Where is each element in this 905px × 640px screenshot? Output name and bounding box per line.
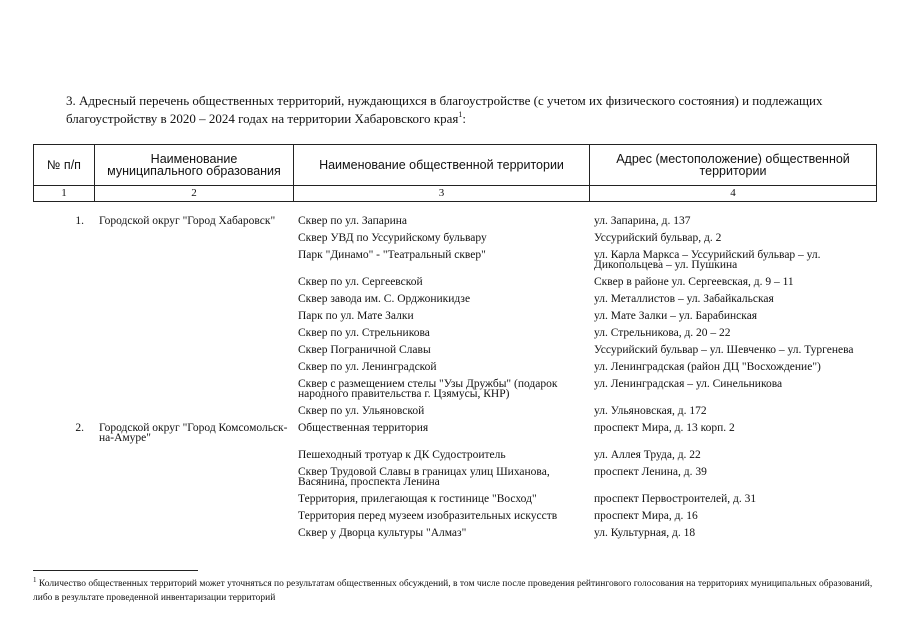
address-cell: ул. Ленинградская (район ДЦ "Восхождение") [594,361,821,373]
address-cell: ул. Карла Маркса – Уссурийский бульвар – ул. Дикопольцева – ул. Пушкина [594,249,821,271]
table-row [33,231,876,248]
row-number [33,448,94,465]
header-municipality: Наименование муниципального образования [95,145,294,186]
municipality-cell [94,248,293,275]
footnote-divider [33,570,198,571]
column-number: 3 [294,186,590,202]
municipality-cell [94,343,293,360]
row-number [33,248,94,275]
header-row [34,145,877,186]
column-number: 2 [95,186,294,202]
territory-cell: Сквер по ул. Стрельникова [298,327,430,339]
row-number [33,465,94,492]
territory-cell: Сквер по ул. Ленинградской [298,361,437,373]
table-row [33,248,876,275]
municipality-cell [94,360,293,377]
header-number: № п/п [34,145,95,186]
municipality-cell [94,509,293,526]
table-row [33,275,876,292]
row-number [33,326,94,343]
address-cell: ул. Ленинградская – ул. Синельникова [594,378,783,390]
address-cell: ул. Запарина, д. 137 [594,215,691,227]
footnote-reference: 1 [458,109,463,119]
municipality-cell [94,326,293,343]
table-row [33,421,876,448]
address-cell: ул. Аллея Труда, д. 22 [594,449,701,461]
footnote-mark: 1 [33,575,37,584]
territory-cell: Сквер завода им. С. Орджоникидзе [298,293,471,305]
column-number: 1 [34,186,95,202]
row-number [33,360,94,377]
table-row [33,214,876,231]
table-row [33,526,876,543]
header-territory: Наименование общественной территории [294,145,590,186]
table-row [33,343,876,360]
address-cell: проспект Мира, д. 16 [594,510,698,522]
footnote [33,577,873,605]
table-row [33,309,876,326]
municipality-cell [94,377,293,404]
address-cell: ул. Мате Залки – ул. Барабинская [594,310,758,322]
territory-cell: Территория перед музеем изобразительных искусств [298,510,558,522]
table-row [33,404,876,421]
municipality-cell [94,448,293,465]
territory-cell: Общественная территория [298,422,429,434]
territory-cell: Сквер по ул. Запарина [298,215,407,227]
municipality-cell [94,292,293,309]
municipality-cell [94,309,293,326]
column-number: 4 [590,186,877,202]
address-cell: проспект Мира, д. 13 корп. 2 [594,422,735,434]
table-row [33,509,876,526]
municipality-cell [94,404,293,421]
address-cell: Уссурийский бульвар, д. 2 [594,232,722,244]
row-number: 1. [75,215,84,227]
header-address: Адрес (местоположение) общественной территории [590,145,877,186]
row-number [33,275,94,292]
table-row [33,377,876,404]
row-number [33,231,94,248]
territory-cell: Сквер по ул. Ульяновской [298,405,425,417]
territory-cell: Парк "Динамо" - "Театральный сквер" [298,249,486,261]
address-cell: проспект Первостроителей, д. 31 [594,493,757,505]
address-cell: ул. Культурная, д. 18 [594,527,696,539]
table-row [33,326,876,343]
table-header [33,144,877,202]
territory-cell: Сквер с размещением стелы "Узы Дружбы" (подарок народного правительства г. Цзямусы, КНР) [298,378,558,400]
territory-cell: Сквер Пограничной Славы [298,344,431,356]
territory-cell: Территория, прилегающая к гостинице "Восход" [298,493,537,505]
heading-text: 3. Адресный перечень общественных территорий, нуждающихся в благоустройстве (с учетом их физического состояния) и подлежащих благоустройству в 2020 – 2024 годах на территории Хабаровского края [66,93,823,126]
heading-suffix: : [462,111,466,126]
row-number [33,404,94,421]
section-heading [66,92,866,128]
table-row [33,465,876,492]
table-row [33,292,876,309]
row-number [33,509,94,526]
territory-table [33,214,876,543]
territory-cell: Сквер УВД по Уссурийскому бульвару [298,232,487,244]
row-number [33,526,94,543]
row-number [33,492,94,509]
row-number [33,377,94,404]
municipality-cell [94,231,293,248]
address-cell: проспект Ленина, д. 39 [594,466,707,478]
territory-cell: Сквер по ул. Сергеевской [298,276,423,288]
table-row [33,448,876,465]
territory-cell: Пешеходный тротуар к ДК Судостроитель [298,449,506,461]
address-cell: ул. Ульяновская, д. 172 [594,405,707,417]
table-row [33,492,876,509]
municipality-cell [94,465,293,492]
row-number: 2. [75,422,84,434]
territory-cell: Сквер у Дворца культуры "Алмаз" [298,527,467,539]
address-cell: Сквер в районе ул. Сергеевская, д. 9 – 11 [594,276,794,288]
address-cell: ул. Стрельникова, д. 20 – 22 [594,327,731,339]
municipality-cell [94,492,293,509]
table-row [33,360,876,377]
municipality-cell [94,526,293,543]
municipality-cell: Городской округ "Город Комсомольск-на-Амуре" [99,422,288,444]
footnote-text: Количество общественных территорий может уточняться по результатам общественных обсуждений, в том числе после проведения рейтингового голосования на территориях муниципальных образований, либо в результате проведенной инвентаризации территорий [33,579,873,603]
territory-cell: Парк по ул. Мате Залки [298,310,414,322]
column-number-row [34,186,877,202]
row-number [33,292,94,309]
row-number [33,343,94,360]
address-cell: Уссурийский бульвар – ул. Шевченко – ул. Тургенева [594,344,854,356]
address-cell: ул. Металлистов – ул. Забайкальская [594,293,774,305]
row-number [33,309,94,326]
municipality-cell [94,275,293,292]
table-body [33,214,876,543]
municipality-cell: Городской округ "Город Хабаровск" [99,215,276,227]
territory-cell: Сквер Трудовой Славы в границах улиц Шиханова, Васянина, проспекта Ленина [298,466,550,488]
